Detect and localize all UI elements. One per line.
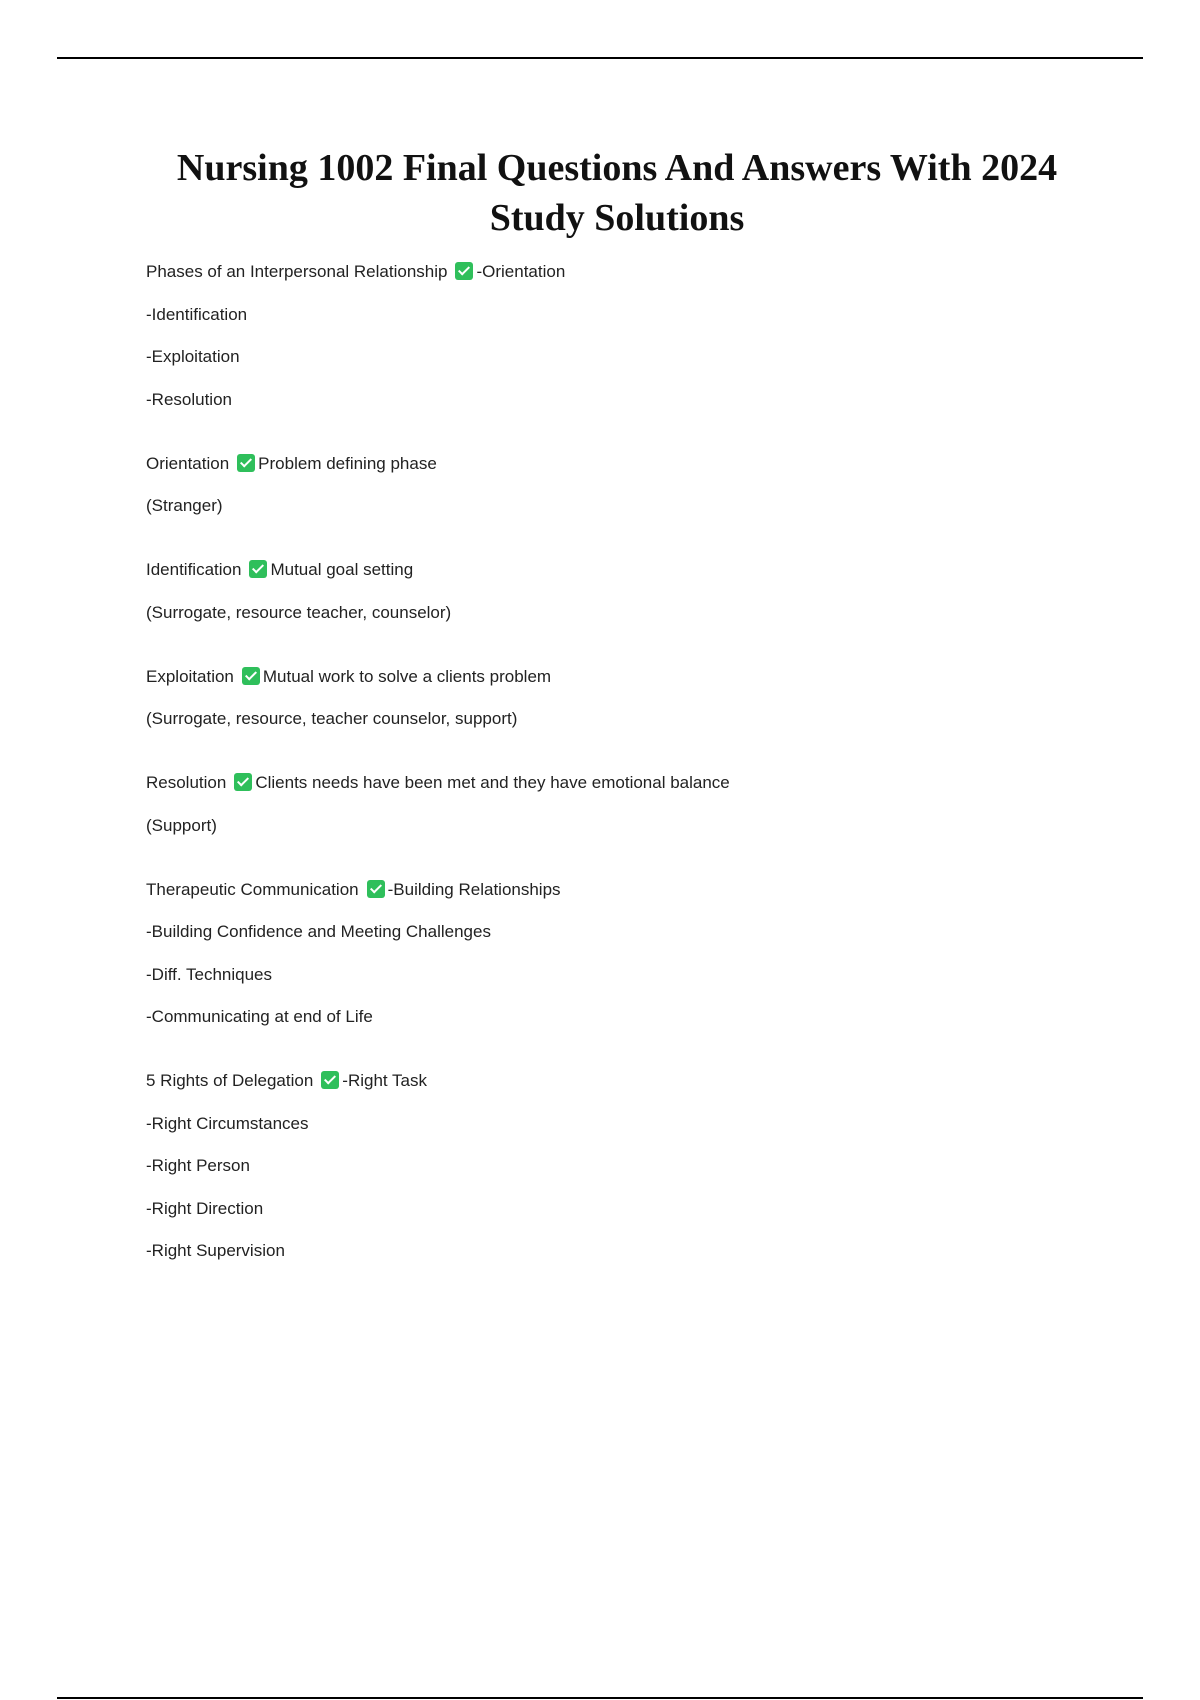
question-text: Exploitation xyxy=(146,666,234,686)
answer-line: -Communicating at end of Life xyxy=(146,1007,373,1026)
answer-line: (Support) xyxy=(146,815,217,835)
check-mark-icon xyxy=(242,667,260,685)
answer-line: -Building Confidence and Meeting Challenges xyxy=(146,922,491,941)
check-mark-icon xyxy=(367,880,385,898)
answer-line: -Identification xyxy=(146,304,248,324)
answer-line: -Diff. Techniques xyxy=(146,964,272,984)
question-text: Therapeutic Communication xyxy=(146,879,359,899)
qa-item xyxy=(146,454,1096,517)
title-line-1: Nursing 1002 Final Questions And Answers With 2024 xyxy=(176,147,1058,189)
answer-line: -Right Direction xyxy=(146,1198,264,1218)
check-mark-icon xyxy=(234,773,252,791)
header-rule xyxy=(57,57,1143,59)
answer-line: (Surrogate, resource teacher, counselor) xyxy=(146,602,452,622)
question-text: Orientation xyxy=(146,453,230,473)
check-mark-icon xyxy=(321,1071,339,1089)
qa-line xyxy=(146,773,1096,793)
qa-line xyxy=(146,1071,1096,1091)
qa-item xyxy=(146,262,1096,410)
qa-item xyxy=(146,880,1096,1028)
answer-text: -Building Relationships xyxy=(387,879,561,899)
answer-line: -Resolution xyxy=(146,389,232,409)
answer-line: (Stranger) xyxy=(146,496,223,515)
qa-item xyxy=(146,560,1096,623)
answer-line: -Right Person xyxy=(146,1156,250,1175)
answer-text: -Orientation xyxy=(476,262,566,281)
document-title xyxy=(100,143,1134,243)
check-mark-icon xyxy=(237,454,255,472)
answer-line: (Surrogate, resource, teacher counselor, support) xyxy=(146,709,518,728)
qa-line xyxy=(146,667,1096,687)
question-text: Identification xyxy=(146,560,242,579)
qa-line xyxy=(146,880,1096,900)
answer-line: -Right Circumstances xyxy=(146,1113,309,1133)
qa-list xyxy=(146,262,1096,1305)
check-mark-icon xyxy=(455,262,473,280)
check-mark-icon xyxy=(249,560,267,578)
answer-text: Mutual work to solve a clients problem xyxy=(262,666,552,686)
question-text: Phases of an Interpersonal Relationship xyxy=(146,262,448,281)
answer-line: -Right Supervision xyxy=(146,1241,285,1260)
qa-item xyxy=(146,667,1096,730)
question-text: Resolution xyxy=(146,773,227,792)
answer-text: Mutual goal setting xyxy=(270,560,414,579)
title-line-2: Study Solutions xyxy=(489,197,745,239)
qa-line xyxy=(146,262,1096,282)
qa-item xyxy=(146,773,1096,836)
answer-text: Problem defining phase xyxy=(258,453,437,473)
qa-line xyxy=(146,454,1096,474)
answer-text: -Right Task xyxy=(342,1071,427,1090)
footer-rule xyxy=(57,1697,1143,1699)
qa-line xyxy=(146,560,1096,580)
answer-text: Clients needs have been met and they have emotional balance xyxy=(255,773,730,792)
question-text: 5 Rights of Delegation xyxy=(146,1071,314,1090)
answer-line: -Exploitation xyxy=(146,347,240,366)
qa-item xyxy=(146,1071,1096,1261)
